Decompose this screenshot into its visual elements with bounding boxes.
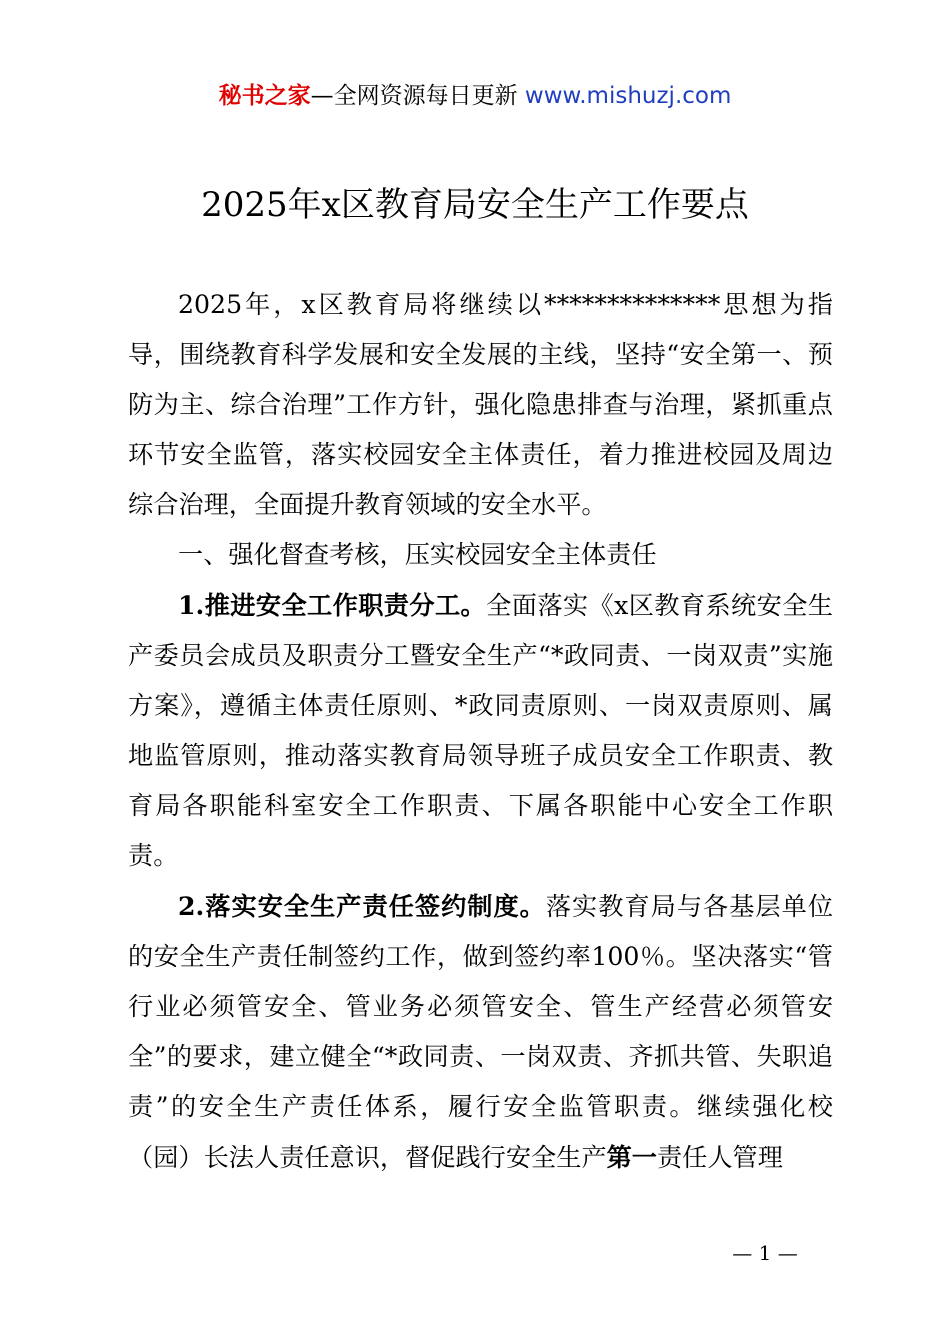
item-1-lead: 1.推进安全工作职责分工。 bbox=[178, 590, 487, 620]
item-2-text-a: 落实教育局与各基层单位的安全生产责任制签约工作，做到签约率100％。坚决落实“管行业必须管安全、管业务必须管安全、管生产经营必须管安全”的要求，建立健全“*政同责、一岗双责、齐抓共管、失职追责”的安全生产责任体系，履行安全监管职责。继续强化校（园）长法人责任意识，督促践行安全生产 bbox=[128, 892, 834, 1172]
item-1-paragraph bbox=[128, 580, 833, 881]
page-number: — 1 — bbox=[732, 1241, 798, 1265]
site-brand: 秘书之家 bbox=[218, 83, 311, 109]
site-url-link[interactable]: www.mishuzj.com bbox=[524, 83, 732, 109]
document-body bbox=[128, 280, 833, 1183]
site-tagline: —全网资源每日更新 bbox=[310, 83, 518, 109]
item-1-text: 全面落实《x区教育系统安全生产委员会成员及职责分工暨安全生产“*政同责、一岗双责”实施方案》，遵循主体责任原则、*政同责原则、一岗双责原则、属地监管原则，推动落实教育局领导班子成员安全工作职责、教育局各职能科室安全工作职责、下属各职能中心安全工作职责。 bbox=[128, 591, 833, 870]
item-2-lead: 2.落实安全生产责任签约制度。 bbox=[178, 891, 546, 921]
site-header bbox=[0, 80, 950, 112]
intro-paragraph: 2025年，x区教育局将继续以**************思想为指导，围绕教育科学发展和安全发展的主线，坚持“安全第一、预防为主、综合治理”工作方针，强化隐患排查与治理，紧抓重点环节安全监管，落实校园安全主体责任，着力推进校园及周边综合治理，全面提升教育领域的安全水平。 bbox=[128, 290, 833, 519]
section-heading-1: 一、强化督查考核，压实校园安全主体责任 bbox=[178, 540, 657, 569]
document-title: 2025年x区教育局安全生产工作要点 bbox=[201, 185, 749, 225]
item-2-bold: 第一 bbox=[606, 1142, 657, 1172]
item-2-text-b: 责任人管理 bbox=[656, 1143, 783, 1172]
item-2-paragraph bbox=[128, 881, 833, 1183]
